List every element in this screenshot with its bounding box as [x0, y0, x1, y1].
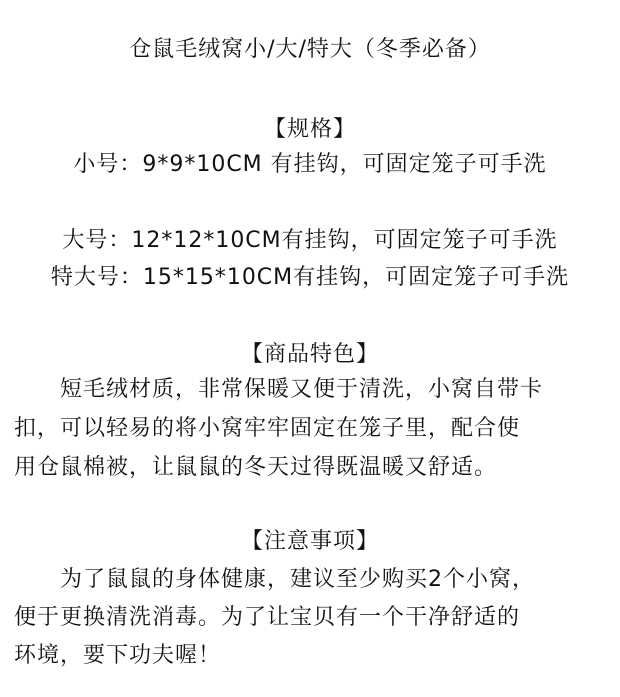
- features-heading: 【商品特色】: [240, 342, 379, 367]
- product-title: 仓鼠毛绒窝小/大/特大（冬季必备）: [129, 37, 491, 62]
- spec-xlarge: 特大号：15*15*10CM有挂钩，可固定笼子可手洗: [50, 265, 570, 290]
- notes-line: 便于更换清洗消毒。为了让宝贝有一个干净舒适的: [14, 605, 521, 630]
- spec-small: 小号：9*9*10CM 有挂钩，可固定笼子可手洗: [73, 152, 547, 177]
- features-line: 用仓鼠棉被，让鼠鼠的冬天过得既温暖又舒适。: [14, 455, 498, 480]
- notes-heading: 【注意事项】: [240, 529, 379, 554]
- specs-heading: 【规格】: [263, 117, 356, 142]
- notes-line: 为了鼠鼠的身体健康，建议至少购买2个小窝，: [14, 567, 535, 592]
- spec-large: 大号：12*12*10CM有挂钩，可固定笼子可手洗: [62, 228, 558, 253]
- features-line: 扣，可以轻易的将小窝牢牢固定在笼子里，配合使: [14, 416, 521, 441]
- features-line: 短毛绒材质，非常保暖又便于清洗，小窝自带卡: [14, 377, 544, 402]
- notes-line: 环境，要下功夫喔！: [14, 643, 222, 668]
